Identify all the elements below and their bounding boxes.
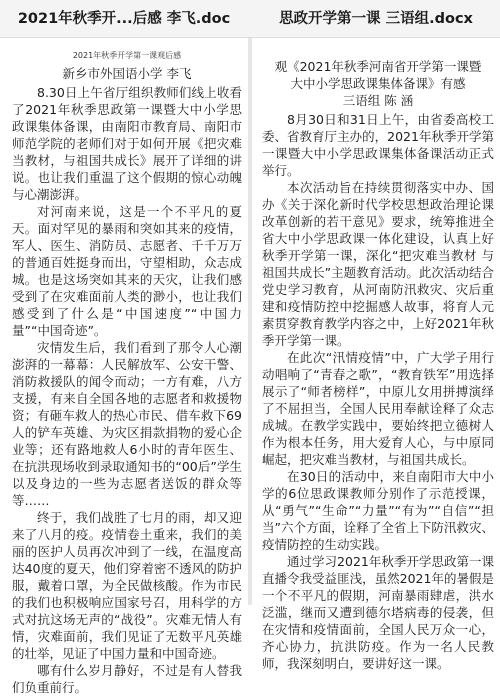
right-doc-author: 三语组 陈 涵 xyxy=(342,93,414,108)
left-doc-paragraph: 终于，我们战胜了七月的雨，却又迎来了八月的疫。疫情卷土重来，我们的美丽的医护人员再次冲到了一线，在温度高达40度的夏天，他们穿着密不透风的防护服，戴着口罩，为全民做核酸。作为市民的我们也积极响应国家号召，用科学的方式对抗这场无声的“战役”。灾难无情人有情，灾难面前，我们见证了无数平凡英雄的壮举，见证了中国力量和中国奇迹。 xyxy=(12,510,242,661)
left-doc-paragraph: 对河南来说，这是一个不平凡的夏天。面对罕见的暴雨和突如其来的疫情，军人、医生、消防员、志愿者、千千万万的普通百姓挺身而出，守望相助，众志成城。也是这场突如其来的天灾，让我们感受到了在灾难面前人类的渺小，也让我们感受到了什么是“中国速度”“中国力量”“中国奇迹”。 xyxy=(12,204,242,338)
left-doc-paragraph: 灾情发生后，我们看到了那令人心潮澎湃的一幕幕：人民解放军、公安干警、消防救援队的闻令而动；一方有难，八方支援，有来自全国各地的志愿者和救援物资；有砸车救人的热心市民、借车救下69人的铲车英雄、为灾区捐款捐物的爱心企业等；还有路地救人6小时的青年医生、在抗洪现场收到录取通知书的“00后”学生以及身边的一些为志愿者送饭的群众等等…… xyxy=(12,340,242,508)
left-document-page xyxy=(0,38,248,695)
right-doc-paragraph: 在30日的活动中，来自南阳市大中小学的6位思政课教师分别作了示范授课，从“勇气”“生命”“力量”“有为”“自信”“担当”六个方面，诠释了全省上下防汛救灾、疫情防控的生动实践。 xyxy=(262,469,494,552)
left-doc-author: 新乡市外国语小学 李飞 xyxy=(62,66,192,81)
left-doc-small-title: 2021年秋季开学第一课观后感 xyxy=(72,51,182,60)
right-doc-title-line-1: 观《2021年秋季河南省开学第一课暨 xyxy=(274,59,482,74)
document-tab-bar xyxy=(0,0,500,38)
right-doc-paragraph: 在此次“汛情疫情”中，广大学子用行动唱响了“青春之歌”，“教育铁军”用选择展示了“师者榜样”，中原儿女用拼搏演绎了不屈担当，全国人民用奉献诠释了众志成城。在教学实践中，要始终把立德树人作为根本任务，用大爱育人心，与中原同崛起，把灾难当教材，与祖国共成长。 xyxy=(262,350,494,467)
right-doc-paragraph: 8月30日和31日上午，由省委高校工委、省教育厅主办的，2021年秋季开学第一课暨大中小学思政课集体备课活动正式举行。 xyxy=(262,112,494,178)
right-doc-paragraph: 通过学习2021年秋季开学思政第一课直播令我受益匪浅，虽然2021年的暑假是一个不平凡的假期，河南暴雨肆虐，洪水泛滥，继而又遭到德尔塔病毒的侵袭，但在灾情和疫情面前，全国人民万众一心，齐心协力，抗洪防疫。作为一名人民教师，我深刻明白，要讲好这一课。 xyxy=(262,554,494,671)
left-doc-paragraph: 8.30日上午省厅组织教师们线上收看了2021年秋季思政第一课暨大中小学思政课集体备课，由南阳市教育局、南阳市师范学院的老师们对于如何开展《把灾难当教材，与祖国共成长》展开了详细的讲说。也让我们重温了这个假期的惊心动魄与心潮澎湃。 xyxy=(12,85,242,202)
right-doc-title-line-2: 大中小学思政课集体备课》有感 xyxy=(290,76,466,91)
right-doc-paragraph: 本次活动旨在持续贯彻落实中办、国办《关于深化新时代学校思想政治理论课改革创新的若干意见》要求，统筹推进全省大中小学思政课一体化建设，认真上好秋季开学第一课，深化“把灾难当教材 与祖国共成长”主题教育活动。此次活动结合党史学习教育，从河南防汛救灾、灾后重建和疫情防控中挖掘感人故事，将育人元素贯穿教育教学内容之中，上好2021年秋季开学第一课。 xyxy=(262,180,494,348)
tab-right-document[interactable]: 思政开学第一课 三语组.docx xyxy=(279,11,473,27)
left-doc-paragraph: 哪有什么岁月静好，不过是有人替我们负重前行。 xyxy=(12,663,242,695)
tab-left-document[interactable]: 2021年秋季开...后感 李飞.doc xyxy=(17,11,231,27)
right-document-page xyxy=(252,38,500,671)
